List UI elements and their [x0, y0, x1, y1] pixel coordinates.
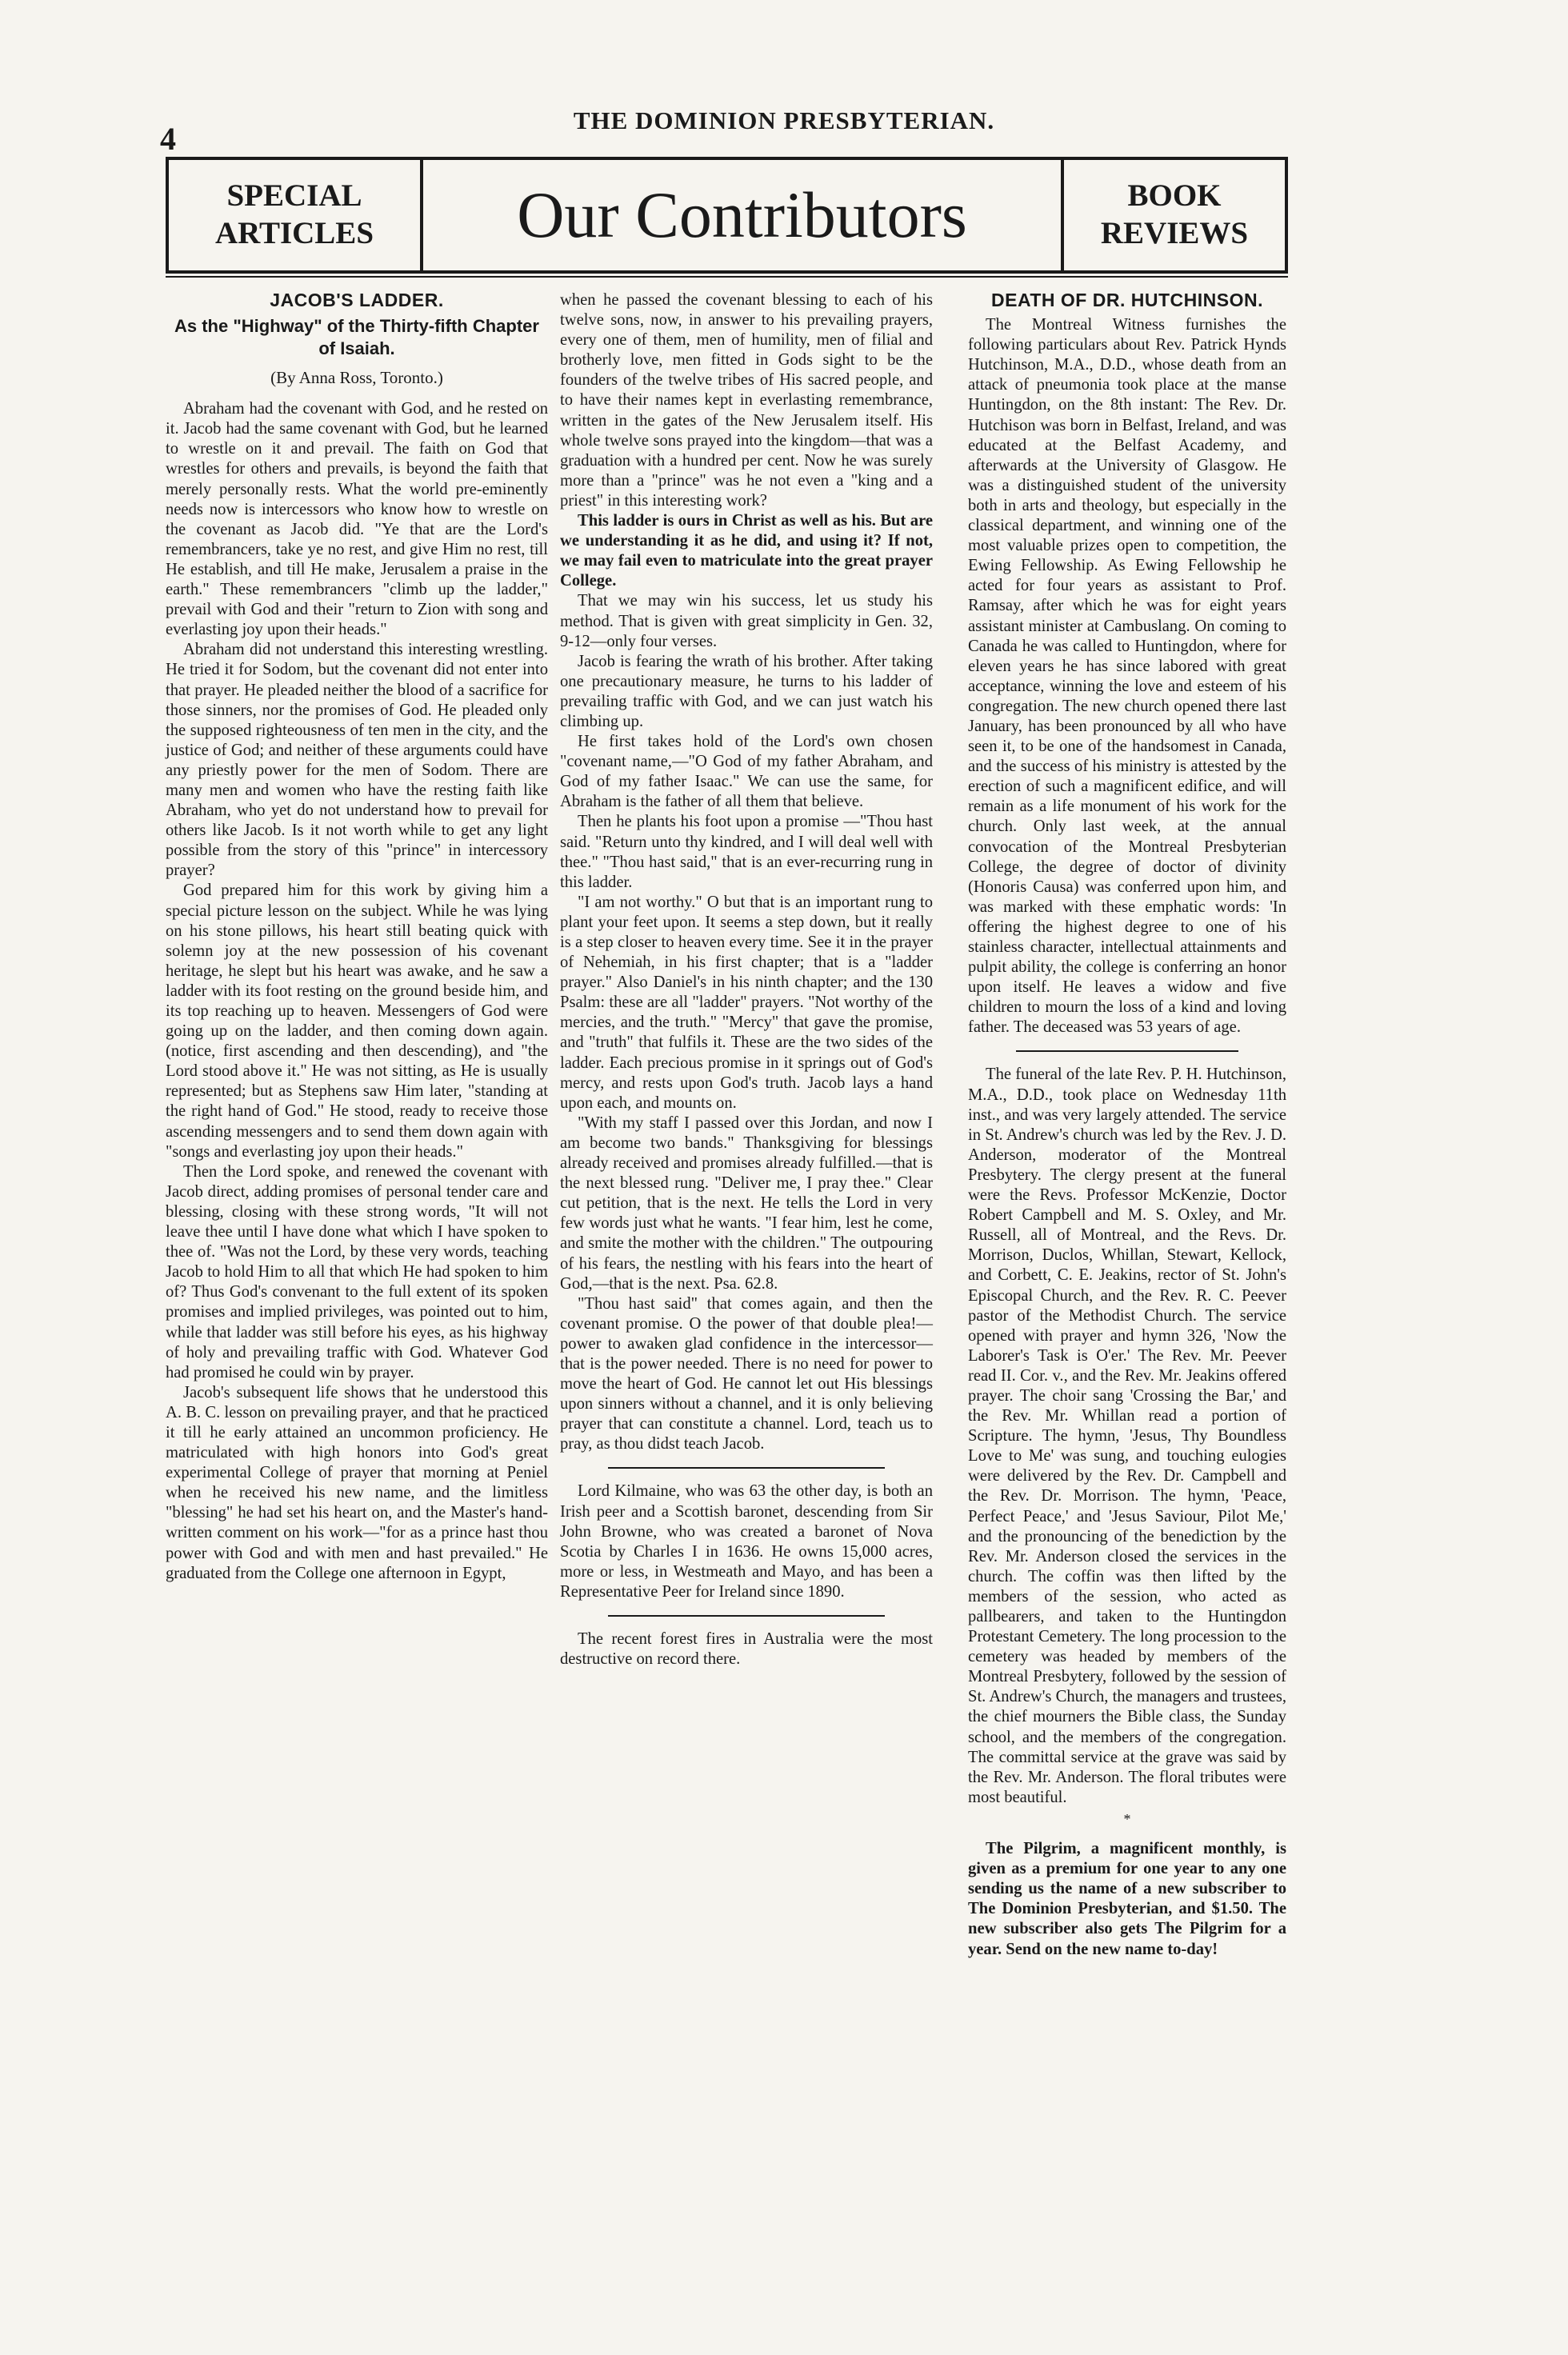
- article-paragraph: He first takes hold of the Lord's own chosen "covenant name,—"O God of my father Abraham, and God of my father Isaac." We can use the same, for Abraham is the father of all them that believe.: [560, 733, 933, 811]
- article-paragraph: Then he plants his foot upon a promise —"Thou hast said. "Return unto thy kindred, and I will deal well with thee." "Thou hast said," that is an ever-recurring rung in this ladder.: [560, 813, 933, 891]
- divider: [1016, 1050, 1238, 1052]
- masthead-left-line2: ARTICLES: [214, 216, 374, 250]
- article-paragraph: "I am not worthy." O but that is an important rung to plant your feet upon. It seems a step down, but it really is a step closer to heaven every time. See it in the prayer of Nehemiah, in his first chapter; that is a "ladder prayer." Also Daniel's in his ninth chapter; and the 130 Psalm: these are all "ladder" prayers. "Not worthy of the mercies, and the truth." "Mercy" that gave the promise, and "truth" that fulfils it. These are the two sides of the ladder. Each precious promise in it springs out of God's mercy, and rests upon God's truth. Jacob lays a hand upon each, and mounts on.: [560, 893, 933, 1112]
- pilgrim-notice: The Pilgrim, a magnificent monthly, is given as a premium for one year to any one sending us the name of a new subscriber to The Dominion Presbyterian, and $1.50. The new subscriber also gets The Pilgrim for a year. Send on the new name to-day!: [968, 1840, 1286, 1958]
- article-paragraph: "Thou hast said" that comes again, and then the covenant promise. O the power of that double plea!—power to awaken glad confidence in the intercessor—that is the power needed. There is no need for power to move the heart of God. He cannot let out His blessings upon sinners without a channel, and it is only believing prayer that can constitute a channel. Lord, teach us to pray, as thou didst teach Jacob.: [560, 1294, 933, 1453]
- article-paragraph: Abraham had the covenant with God, and he rested on it. Jacob had the same covenant with God, but he learned to wrestle on it and prevail. The faith on God that wrestles for others and prevails, is beyond the faith that merely personally rests. What the world pre-eminently needs now is intercessors who know how to wrestle on the covenant as Jacob did. "Ye that are the Lord's remembrancers, take ye no rest, and give Him no rest, till He establish, and till He make, Jerusalem a praise in the earth." These remembrancers "climb up the ladder," prevail with God and their "return to Zion with song and everlasting joy upon their heads.": [166, 400, 548, 639]
- article-paragraph: That we may win his success, let us study his method. That is given with great simplicity in Gen. 32, 9-12—only four verses.: [560, 592, 933, 650]
- article-paragraph: when he passed the covenant blessing to each of his twelve sons, now, in answer to his prevailing prayers, every one of them, men of humility, men of filial and brotherly love, men fitted in Gods sight to be the founders of the twelve tribes of His sacred people, and to have their names kept in everlasting remembrance, written in the gates of the New Jerusalem itself. His whole twelve sons prayed into the kingdom—that was a graduation with a hundred per cent. Now he was surely more than a "prince" was he not even a "king and a priest" in this interesting work?: [560, 291, 933, 510]
- article-byline: (By Anna Ross, Toronto.): [270, 368, 443, 388]
- brief-forest-fires: The recent forest fires in Australia were the most destructive on record there.: [560, 1630, 933, 1669]
- column-1: [166, 290, 548, 1584]
- divider: [608, 1467, 885, 1469]
- masthead-right-line2: REVIEWS: [1100, 216, 1249, 250]
- article-paragraph: God prepared him for this work by giving him a special picture lesson on the subject. While he was lying on his stone pillows, his heart still beating quick with solemn joy at the new possession of his covenant heritage, he slept but his heart was awake, and he saw a ladder with its foot resting on the ground beside him, and its top reaching up to heaven. Messengers of God were going up on the ladder, and then coming down again. (notice, first ascending and then descending), and "the Lord stood above it." He was not sitting, as He is usually represented; but as Stephens saw Him later, "standing at the right hand of God." He stood, ready to receive those ascending messengers and to send them down again with "songs and everlasting joy upon their heads.": [166, 882, 548, 1161]
- brief-kilmaine: Lord Kilmaine, who was 63 the other day, is both an Irish peer and a Scottish baronet, descending from Sir John Browne, who was created a baronet of Nova Scotia by Charles I in 1636. He owns 15,000 acres, more or less, in Westmeath and Mayo, and has been a Representative Peer for Ireland since 1890.: [560, 1482, 933, 1601]
- masthead-right-line1: BOOK: [1127, 178, 1222, 214]
- publication-title: THE DOMINION PRESBYTERIAN.: [573, 106, 995, 134]
- obituary-title: DEATH OF DR. HUTCHINSON.: [991, 290, 1263, 310]
- masthead-our-contributors: Our Contributors: [517, 178, 967, 251]
- article-paragraph: Jacob's subsequent life shows that he understood this A. B. C. lesson on prevailing prayer, and that he practiced it till he early attained an uncommon proficiency. He matriculated with high honors into God's great experimental College of prayer that morning at Peniel when he received his new name, and the limitless "blessing" he had set his heart on, and the Master's hand-written comment on his work—"for as a prince hast thou power with God and with men and hast prevailed." He graduated from the College one afternoon in Egypt,: [166, 1383, 548, 1582]
- masthead-left-line1: SPECIAL: [226, 178, 362, 214]
- article-paragraph: "With my staff I passed over this Jordan, and now I am become two bands." Thanksgiving for blessings already received and promises already fulfilled.—that is the next blessed rung. "Deliver me, I pray thee." Clear cut petition, that is the next. He tells the Lord in very few words just what he wants. "I fear him, lest he come, and smite the mother with the children." The outpouring of his fears, the nestling with his fears into the heart of God,—that is the next. Psa. 62.8.: [560, 1114, 933, 1293]
- article-subtitle: As the "Highway" of the Thirty-fifth Chapter of Isaiah.: [174, 316, 539, 359]
- column-2: [560, 290, 933, 1669]
- article-paragraph: This ladder is ours in Christ as well as his. But are we understanding it as he did, and using it? If not, we may fail even to matriculate into the great prayer College.: [560, 512, 933, 590]
- article-paragraph: The Montreal Witness furnishes the following particulars about Rev. Patrick Hynds Hutchinson, M.A., D.D., whose death from an attack of pneumonia took place at the manse Huntingdon, on the 8th instant: The Rev. Dr. Hutchison was born in Belfast, Ireland, and was educated at the Belfast Academy, and afterwards at the University of Glasgow. He was a distinguished student of the university both in arts and theology, but especially in the classical department, and winning one of the most valuable prizes open to competition, the Ewing Fellowship. As Ewing Fellowship he acted for four years as assistant to Prof. Ramsay, after which he was for eight years assistant minister at Cambuslang. On coming to Canada he was called to Huntingdon, where for eleven years he has since labored with great acceptance, winning the love and esteem of his congregation. The new church opened there last January, has been pronounced by all who have seen it, to be one of the handsomest in Canada, and the success of his ministry is attested by the erection of such a magnificent edifice, and will remain as a life monument of his work for the church. Only last week, at the annual convocation of the Montreal Presbyterian College, the degree of doctor of divinity (Honoris Causa) was conferred upon him, and was marked with these emphatic words: 'In offering the highest degree to one of his stainless character, intellectual attainments and pulpit ability, the college is conferring an honor upon itself. He leaves a widow and five children to mourn the loss of a kind and loving father. The deceased was 53 years of age.: [968, 316, 1286, 1037]
- page-number: 4: [160, 121, 176, 157]
- masthead-book-reviews: [1061, 160, 1285, 270]
- article-title: JACOB'S LADDER.: [270, 290, 444, 310]
- column-3: [968, 290, 1286, 1960]
- separator-star: *: [1123, 1810, 1131, 1827]
- article-paragraph: Abraham did not understand this interesting wrestling. He tried it for Sodom, but the covenant did not enter into that prayer. He pleaded neither the blood of a sacrifice for those sinners, nor the promises of God. He pleaded only the supposed righteousness of ten men in the city, and the justice of God; and neither of these arguments could have any priestly power for the men of Sodom. There are many men and women who have the resting faith like Abraham, who yet do not understand how to prevail for others like Jacob. Is it not worth while to get any light possible from the story of this "prince" in intercessory prayer?: [166, 641, 548, 880]
- article-paragraph: Jacob is fearing the wrath of his brother. After taking one precautionary measure, he turns to his ladder of prevailing traffic with God, and we can just watch his climbing up.: [560, 652, 933, 730]
- article-paragraph: Then the Lord spoke, and renewed the covenant with Jacob direct, adding promises of personal tender care and blessing, closing with these strong words, "It will not leave thee until I have done what which I have spoken to thee of. "Was not the Lord, by these very words, teaching Jacob to hold Him to all that which He had spoken to him of? Thus God's convenant to the full extent of its spoken promises and implied privileges, was pointed out to him, while that ladder was still before his eyes, as his highway of holy and prevailing traffic with God. Whatever God had promised he could win by prayer.: [166, 1162, 548, 1381]
- masthead-rule: [166, 276, 1288, 278]
- section-masthead: [166, 157, 1288, 274]
- divider: [608, 1615, 885, 1617]
- article-paragraph: The funeral of the late Rev. P. H. Hutchinson, M.A., D.D., took place on Wednesday 11th inst., and was very largely attended. The service in St. Andrew's church was led by the Rev. J. D. Anderson, moderator of the Montreal Presbytery. The clergy present at the funeral were the Revs. Professor McKenzie, Doctor Robert Campbell and M. S. Oxley, and Mr. Russell, all of Montreal, and the Revs. Dr. Morrison, Duclos, Whillan, Stewart, Kellock, and Corbett, C. E. Jeakins, rector of St. John's Episcopal Church, and the Rev. R. C. Peever pastor of the Methodist Church. The service opened with prayer and hymn 326, 'Now the Laborer's Task is O'er.' The Rev. Mr. Peever read II. Cor. v., and the Rev. Mr. Jeakins offered prayer. The choir sang 'Crossing the Bar,' and the Rev. Mr. Whillan read a portion of Scripture. The hymn, 'Jesus, Thy Boundless Love to Me' was sung, and touching eulogies were delivered by the Rev. Dr. Campbell and the Rev. Dr. Morrison. The hymn, 'Peace, Perfect Peace,' and 'Jesus Saviour, Pilot Me,' and the pronouncing of the benediction by the Rev. Mr. Anderson closed the services in the church. The coffin was then lifted by the members of the session, who acted as pallbearers, and taken to the Huntingdon Protestant Cemetery. The long procession to the cemetery was headed by members of the Montreal Presbytery, followed by the session of St. Andrew's Church, the managers and trustees, the chief mourners the Bible class, the Sunday school, and the members of the congregation. The committal service at the grave was said by the Rev. Mr. Anderson. The floral tributes were most beautiful.: [968, 1066, 1286, 1806]
- masthead-special-articles: [169, 160, 423, 270]
